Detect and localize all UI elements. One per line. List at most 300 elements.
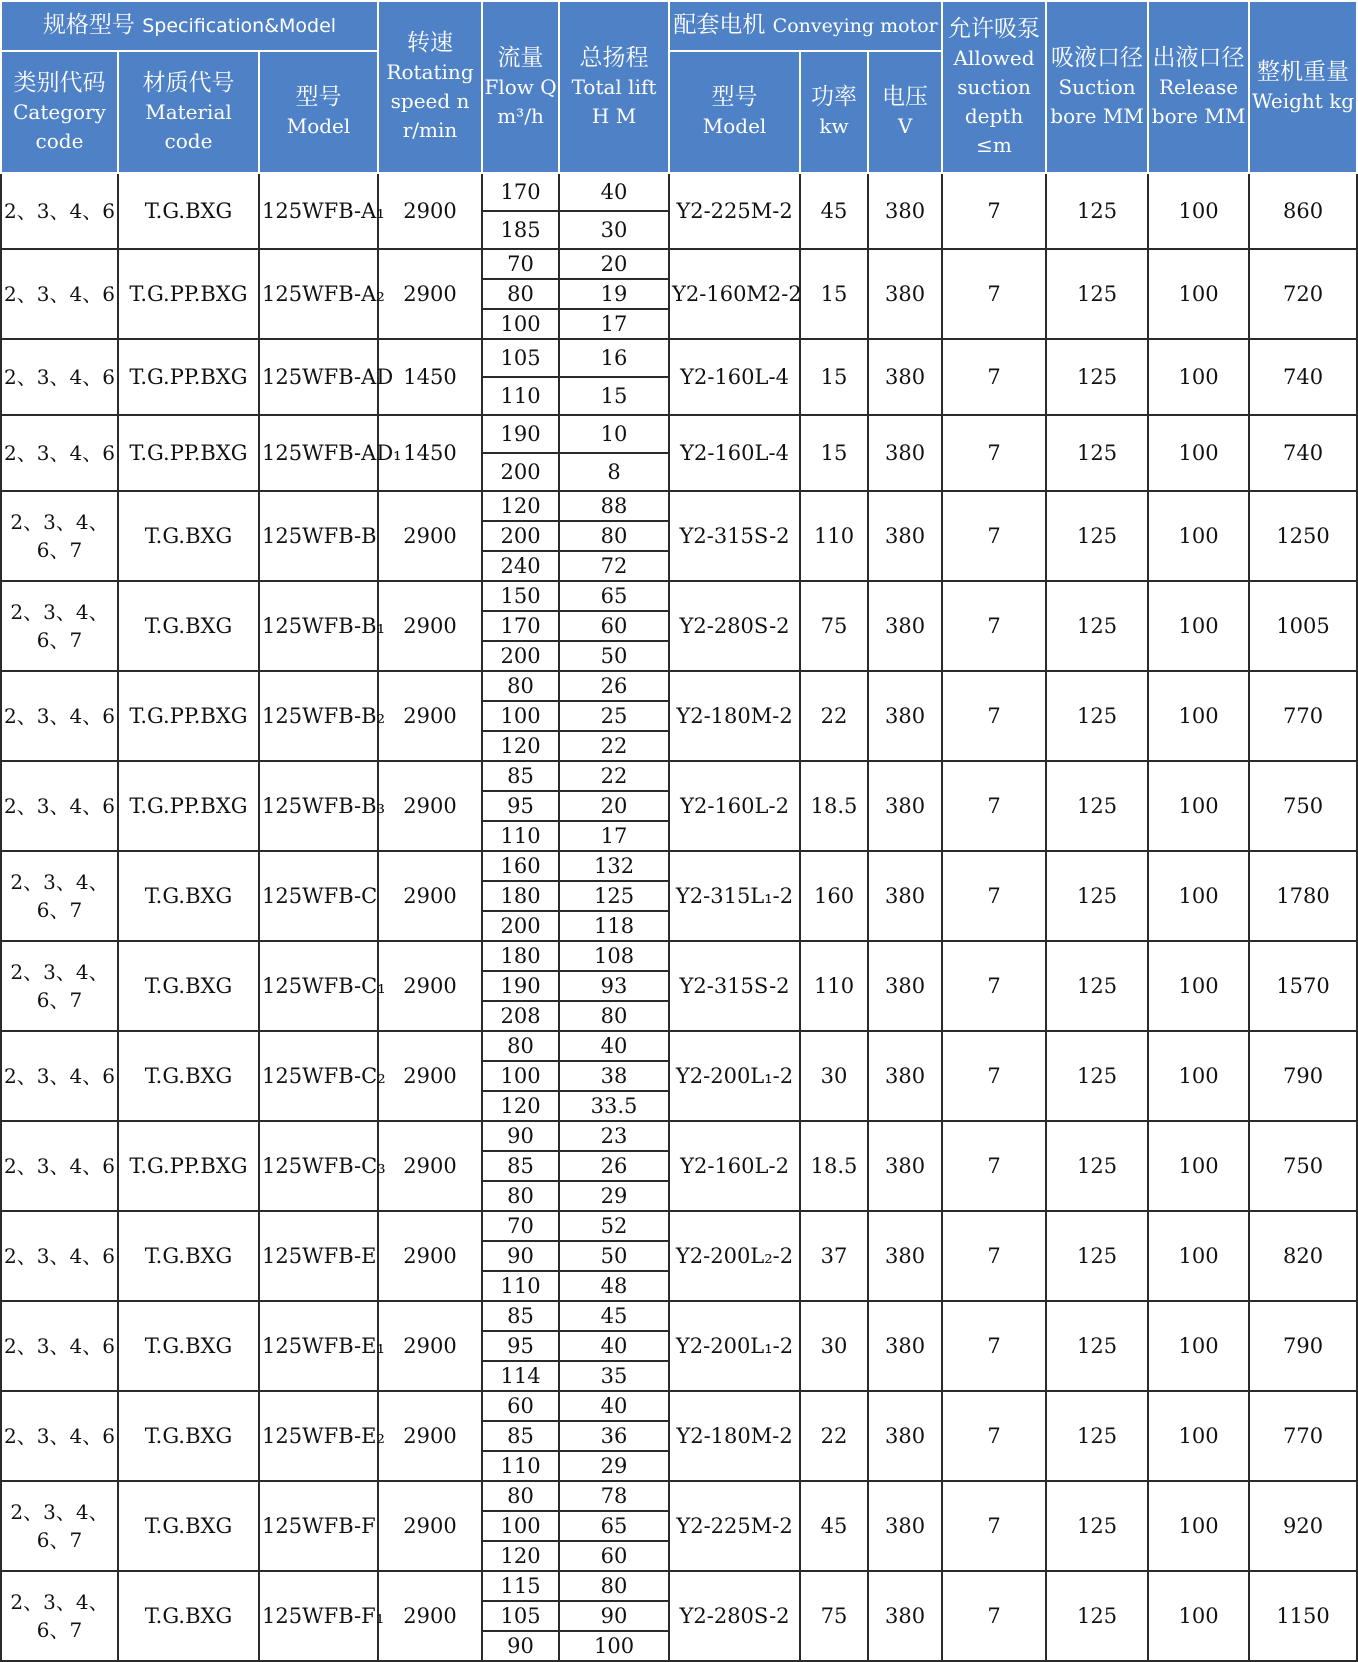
cell-total-lift: 36 — [559, 1421, 669, 1451]
cell-voltage: 380 — [868, 1031, 942, 1121]
cell-release-bore: 100 — [1148, 1571, 1249, 1661]
cell-category: 2、3、4、6 — [1, 1391, 118, 1481]
cell-speed: 2900 — [378, 1391, 482, 1481]
header-motor-model: 型号 Model — [669, 51, 800, 173]
cell-motor: Y2-225M-2 — [669, 1481, 800, 1571]
cell-voltage: 380 — [868, 761, 942, 851]
cell-category: 2、3、4、6 — [1, 415, 118, 491]
cell-power: 110 — [800, 491, 868, 581]
cell-suction-bore: 125 — [1046, 1121, 1148, 1211]
table-row — [1, 851, 1357, 881]
cell-total-lift: 50 — [559, 1241, 669, 1271]
cell-voltage: 380 — [868, 1121, 942, 1211]
cell-total-lift: 65 — [559, 1511, 669, 1541]
cell-material: T.G.PP.BXG — [118, 339, 259, 415]
cell-category: 2、3、4、6 — [1, 1301, 118, 1391]
table-row — [1, 1211, 1357, 1241]
cell-motor: Y2-280S-2 — [669, 1571, 800, 1661]
cell-suction-bore: 125 — [1046, 941, 1148, 1031]
spec-table-body — [1, 173, 1357, 1661]
cell-voltage: 380 — [868, 1301, 942, 1391]
cell-total-lift: 19 — [559, 279, 669, 309]
cell-total-lift: 40 — [559, 1391, 669, 1421]
cell-material: T.G.BXG — [118, 581, 259, 671]
cell-weight: 1250 — [1249, 491, 1357, 581]
cell-material: T.G.BXG — [118, 941, 259, 1031]
cell-total-lift: 100 — [559, 1631, 669, 1661]
cell-flow: 70 — [482, 1211, 559, 1241]
cell-suction-depth: 7 — [942, 1391, 1046, 1481]
cell-model: 125WFB-C — [259, 851, 378, 941]
cell-suction-depth: 7 — [942, 173, 1046, 249]
cell-power: 22 — [800, 1391, 868, 1481]
cell-flow: 110 — [482, 1451, 559, 1481]
cell-release-bore: 100 — [1148, 491, 1249, 581]
cell-model: 125WFB-F₁ — [259, 1571, 378, 1661]
cell-total-lift: 33.5 — [559, 1091, 669, 1121]
cell-flow: 80 — [482, 671, 559, 701]
cell-flow: 170 — [482, 173, 559, 211]
cell-motor: Y2-225M-2 — [669, 173, 800, 249]
cell-total-lift: 108 — [559, 941, 669, 971]
cell-flow: 120 — [482, 1541, 559, 1571]
cell-flow: 105 — [482, 339, 559, 377]
cell-suction-bore: 125 — [1046, 415, 1148, 491]
cell-power: 30 — [800, 1031, 868, 1121]
cell-weight: 820 — [1249, 1211, 1357, 1301]
table-row — [1, 581, 1357, 611]
cell-suction-depth: 7 — [942, 1121, 1046, 1211]
cell-material: T.G.PP.BXG — [118, 415, 259, 491]
cell-flow: 185 — [482, 211, 559, 249]
cell-suction-depth: 7 — [942, 1301, 1046, 1391]
cell-model: 125WFB-B₃ — [259, 761, 378, 851]
cell-weight: 770 — [1249, 671, 1357, 761]
cell-flow: 180 — [482, 941, 559, 971]
cell-suction-bore: 125 — [1046, 339, 1148, 415]
header-total-lift: 总扬程 Total lift H M — [559, 1, 669, 173]
cell-voltage: 380 — [868, 1391, 942, 1481]
table-row — [1, 1121, 1357, 1151]
cell-suction-depth: 7 — [942, 1211, 1046, 1301]
cell-motor: Y2-180M-2 — [669, 1391, 800, 1481]
cell-motor: Y2-200L₁-2 — [669, 1301, 800, 1391]
cell-total-lift: 48 — [559, 1271, 669, 1301]
cell-suction-depth: 7 — [942, 851, 1046, 941]
cell-voltage: 380 — [868, 249, 942, 339]
cell-motor: Y2-180M-2 — [669, 671, 800, 761]
header-row-groups — [1, 1, 1357, 51]
cell-total-lift: 90 — [559, 1601, 669, 1631]
cell-flow: 80 — [482, 1481, 559, 1511]
cell-model: 125WFB-E — [259, 1211, 378, 1301]
cell-total-lift: 16 — [559, 339, 669, 377]
cell-flow: 115 — [482, 1571, 559, 1601]
cell-flow: 160 — [482, 851, 559, 881]
cell-weight: 920 — [1249, 1481, 1357, 1571]
cell-material: T.G.BXG — [118, 1031, 259, 1121]
cell-voltage: 380 — [868, 581, 942, 671]
cell-material: T.G.PP.BXG — [118, 1121, 259, 1211]
cell-speed: 1450 — [378, 339, 482, 415]
cell-weight: 770 — [1249, 1391, 1357, 1481]
table-row — [1, 415, 1357, 453]
cell-total-lift: 80 — [559, 1001, 669, 1031]
cell-release-bore: 100 — [1148, 761, 1249, 851]
cell-release-bore: 100 — [1148, 1391, 1249, 1481]
cell-flow: 200 — [482, 641, 559, 671]
cell-speed: 2900 — [378, 941, 482, 1031]
cell-total-lift: 65 — [559, 581, 669, 611]
cell-power: 75 — [800, 581, 868, 671]
cell-weight: 740 — [1249, 339, 1357, 415]
cell-material: T.G.BXG — [118, 1301, 259, 1391]
header-speed: 转速 Rotating speed n r/min — [378, 1, 482, 173]
cell-total-lift: 118 — [559, 911, 669, 941]
cell-suction-depth: 7 — [942, 1481, 1046, 1571]
header-power: 功率 kw — [800, 51, 868, 173]
cell-release-bore: 100 — [1148, 173, 1249, 249]
cell-flow: 80 — [482, 1031, 559, 1061]
cell-total-lift: 60 — [559, 611, 669, 641]
header-flow: 流量 Flow Q m³/h — [482, 1, 559, 173]
cell-material: T.G.BXG — [118, 1571, 259, 1661]
cell-flow: 80 — [482, 279, 559, 309]
cell-total-lift: 50 — [559, 641, 669, 671]
cell-model: 125WFB-B — [259, 491, 378, 581]
table-row — [1, 1571, 1357, 1601]
cell-material: T.G.BXG — [118, 851, 259, 941]
cell-weight: 720 — [1249, 249, 1357, 339]
cell-model: 125WFB-AD — [259, 339, 378, 415]
header-release-bore: 出液口径 Release bore MM — [1148, 1, 1249, 173]
cell-total-lift: 132 — [559, 851, 669, 881]
cell-flow: 100 — [482, 1511, 559, 1541]
cell-total-lift: 60 — [559, 1541, 669, 1571]
cell-suction-bore: 125 — [1046, 1571, 1148, 1661]
cell-motor: Y2-315L₁-2 — [669, 851, 800, 941]
table-row — [1, 173, 1357, 211]
cell-weight: 1005 — [1249, 581, 1357, 671]
cell-motor: Y2-280S-2 — [669, 581, 800, 671]
cell-model: 125WFB-A₂ — [259, 249, 378, 339]
cell-voltage: 380 — [868, 671, 942, 761]
cell-total-lift: 80 — [559, 1571, 669, 1601]
cell-model: 125WFB-A₁ — [259, 173, 378, 249]
table-row — [1, 1481, 1357, 1511]
cell-material: T.G.PP.BXG — [118, 671, 259, 761]
cell-flow: 85 — [482, 761, 559, 791]
cell-total-lift: 26 — [559, 1151, 669, 1181]
cell-flow: 200 — [482, 911, 559, 941]
cell-total-lift: 15 — [559, 377, 669, 415]
cell-category: 2、3、4、6、7 — [1, 581, 118, 671]
cell-release-bore: 100 — [1148, 249, 1249, 339]
cell-model: 125WFB-C₁ — [259, 941, 378, 1031]
table-row — [1, 761, 1357, 791]
header-spec-model: 规格型号 Specification&Model — [1, 1, 378, 51]
cell-weight: 750 — [1249, 1121, 1357, 1211]
cell-total-lift: 29 — [559, 1451, 669, 1481]
cell-flow: 180 — [482, 881, 559, 911]
cell-voltage: 380 — [868, 851, 942, 941]
cell-release-bore: 100 — [1148, 1211, 1249, 1301]
cell-weight: 860 — [1249, 173, 1357, 249]
cell-speed: 1450 — [378, 415, 482, 491]
header-suction-depth: 允许吸泵 Allowed suction depth ≤m — [942, 1, 1046, 173]
cell-speed: 2900 — [378, 1031, 482, 1121]
cell-voltage: 380 — [868, 415, 942, 491]
cell-motor: Y2-315S-2 — [669, 491, 800, 581]
cell-suction-bore: 125 — [1046, 1031, 1148, 1121]
cell-model: 125WFB-AD₁ — [259, 415, 378, 491]
cell-flow: 120 — [482, 1091, 559, 1121]
cell-flow: 170 — [482, 611, 559, 641]
cell-suction-depth: 7 — [942, 339, 1046, 415]
cell-release-bore: 100 — [1148, 581, 1249, 671]
cell-flow: 85 — [482, 1421, 559, 1451]
cell-total-lift: 8 — [559, 453, 669, 491]
cell-total-lift: 88 — [559, 491, 669, 521]
cell-weight: 1780 — [1249, 851, 1357, 941]
cell-category: 2、3、4、6、7 — [1, 491, 118, 581]
cell-flow: 114 — [482, 1361, 559, 1391]
cell-suction-bore: 125 — [1046, 491, 1148, 581]
cell-power: 75 — [800, 1571, 868, 1661]
cell-speed: 2900 — [378, 1211, 482, 1301]
cell-power: 15 — [800, 415, 868, 491]
cell-suction-bore: 125 — [1046, 1301, 1148, 1391]
cell-model: 125WFB-B₁ — [259, 581, 378, 671]
cell-total-lift: 72 — [559, 551, 669, 581]
cell-flow: 110 — [482, 1271, 559, 1301]
cell-total-lift: 40 — [559, 1331, 669, 1361]
cell-total-lift: 45 — [559, 1301, 669, 1331]
cell-release-bore: 100 — [1148, 1031, 1249, 1121]
cell-total-lift: 10 — [559, 415, 669, 453]
cell-release-bore: 100 — [1148, 415, 1249, 491]
cell-suction-bore: 125 — [1046, 249, 1148, 339]
cell-flow: 85 — [482, 1301, 559, 1331]
cell-motor: Y2-200L₂-2 — [669, 1211, 800, 1301]
cell-release-bore: 100 — [1148, 1481, 1249, 1571]
cell-total-lift: 17 — [559, 821, 669, 851]
cell-total-lift: 38 — [559, 1061, 669, 1091]
cell-total-lift: 35 — [559, 1361, 669, 1391]
cell-motor: Y2-160L-4 — [669, 339, 800, 415]
cell-flow: 100 — [482, 309, 559, 339]
cell-motor: Y2-160M2-2 — [669, 249, 800, 339]
table-row — [1, 671, 1357, 701]
table-row — [1, 1031, 1357, 1061]
cell-motor: Y2-160L-4 — [669, 415, 800, 491]
cell-total-lift: 80 — [559, 521, 669, 551]
cell-material: T.G.BXG — [118, 1391, 259, 1481]
cell-total-lift: 93 — [559, 971, 669, 1001]
cell-speed: 2900 — [378, 1301, 482, 1391]
cell-voltage: 380 — [868, 173, 942, 249]
cell-flow: 85 — [482, 1151, 559, 1181]
cell-release-bore: 100 — [1148, 1301, 1249, 1391]
cell-release-bore: 100 — [1148, 671, 1249, 761]
table-row — [1, 1301, 1357, 1331]
cell-flow: 100 — [482, 1061, 559, 1091]
cell-flow: 105 — [482, 1601, 559, 1631]
cell-material: T.G.PP.BXG — [118, 761, 259, 851]
cell-suction-bore: 125 — [1046, 581, 1148, 671]
cell-release-bore: 100 — [1148, 851, 1249, 941]
cell-total-lift: 29 — [559, 1181, 669, 1211]
cell-total-lift: 25 — [559, 701, 669, 731]
cell-category: 2、3、4、6、7 — [1, 851, 118, 941]
cell-total-lift: 52 — [559, 1211, 669, 1241]
cell-total-lift: 26 — [559, 671, 669, 701]
cell-material: T.G.BXG — [118, 173, 259, 249]
cell-flow: 80 — [482, 1181, 559, 1211]
table-row — [1, 941, 1357, 971]
cell-speed: 2900 — [378, 491, 482, 581]
cell-power: 15 — [800, 249, 868, 339]
cell-release-bore: 100 — [1148, 339, 1249, 415]
cell-suction-depth: 7 — [942, 761, 1046, 851]
cell-flow: 110 — [482, 821, 559, 851]
cell-power: 45 — [800, 1481, 868, 1571]
cell-speed: 2900 — [378, 1121, 482, 1211]
cell-model: 125WFB-B₂ — [259, 671, 378, 761]
cell-total-lift: 125 — [559, 881, 669, 911]
cell-power: 15 — [800, 339, 868, 415]
cell-voltage: 380 — [868, 1481, 942, 1571]
cell-suction-bore: 125 — [1046, 851, 1148, 941]
cell-flow: 200 — [482, 521, 559, 551]
cell-speed: 2900 — [378, 581, 482, 671]
cell-model: 125WFB-F — [259, 1481, 378, 1571]
cell-total-lift: 20 — [559, 249, 669, 279]
cell-total-lift: 78 — [559, 1481, 669, 1511]
cell-flow: 95 — [482, 791, 559, 821]
cell-power: 37 — [800, 1211, 868, 1301]
cell-weight: 790 — [1249, 1031, 1357, 1121]
cell-material: T.G.PP.BXG — [118, 249, 259, 339]
cell-release-bore: 100 — [1148, 941, 1249, 1031]
cell-flow: 190 — [482, 415, 559, 453]
cell-release-bore: 100 — [1148, 1121, 1249, 1211]
cell-category: 2、3、4、6 — [1, 761, 118, 851]
cell-flow: 60 — [482, 1391, 559, 1421]
cell-speed: 2900 — [378, 761, 482, 851]
cell-flow: 190 — [482, 971, 559, 1001]
cell-speed: 2900 — [378, 173, 482, 249]
table-row — [1, 491, 1357, 521]
cell-category: 2、3、4、6 — [1, 339, 118, 415]
cell-flow: 90 — [482, 1631, 559, 1661]
cell-category: 2、3、4、6、7 — [1, 941, 118, 1031]
cell-total-lift: 22 — [559, 731, 669, 761]
table-row — [1, 1391, 1357, 1421]
cell-flow: 200 — [482, 453, 559, 491]
cell-suction-depth: 7 — [942, 941, 1046, 1031]
cell-weight: 1150 — [1249, 1571, 1357, 1661]
header-suction-bore: 吸液口径 Suction bore MM — [1046, 1, 1148, 173]
cell-power: 30 — [800, 1301, 868, 1391]
cell-suction-depth: 7 — [942, 1031, 1046, 1121]
cell-model: 125WFB-C₃ — [259, 1121, 378, 1211]
table-row — [1, 249, 1357, 279]
header-motor-group: 配套电机 Conveying motor — [669, 1, 942, 51]
cell-flow: 90 — [482, 1241, 559, 1271]
cell-speed: 2900 — [378, 671, 482, 761]
cell-flow: 120 — [482, 731, 559, 761]
cell-model: 125WFB-E₁ — [259, 1301, 378, 1391]
cell-material: T.G.BXG — [118, 1481, 259, 1571]
cell-total-lift: 22 — [559, 761, 669, 791]
cell-suction-bore: 125 — [1046, 1391, 1148, 1481]
cell-power: 18.5 — [800, 761, 868, 851]
cell-flow: 100 — [482, 701, 559, 731]
cell-power: 45 — [800, 173, 868, 249]
cell-suction-depth: 7 — [942, 1571, 1046, 1661]
cell-flow: 95 — [482, 1331, 559, 1361]
cell-suction-depth: 7 — [942, 415, 1046, 491]
cell-flow: 240 — [482, 551, 559, 581]
cell-category: 2、3、4、6 — [1, 1211, 118, 1301]
cell-suction-bore: 125 — [1046, 671, 1148, 761]
cell-flow: 120 — [482, 491, 559, 521]
cell-material: T.G.BXG — [118, 491, 259, 581]
cell-weight: 750 — [1249, 761, 1357, 851]
cell-category: 2、3、4、6 — [1, 173, 118, 249]
cell-category: 2、3、4、6、7 — [1, 1481, 118, 1571]
cell-total-lift: 40 — [559, 173, 669, 211]
cell-model: 125WFB-E₂ — [259, 1391, 378, 1481]
cell-suction-bore: 125 — [1046, 1211, 1148, 1301]
cell-motor: Y2-315S-2 — [669, 941, 800, 1031]
cell-flow: 208 — [482, 1001, 559, 1031]
cell-voltage: 380 — [868, 491, 942, 581]
cell-weight: 740 — [1249, 415, 1357, 491]
cell-category: 2、3、4、6 — [1, 1031, 118, 1121]
cell-category: 2、3、4、6 — [1, 249, 118, 339]
cell-total-lift: 17 — [559, 309, 669, 339]
cell-speed: 2900 — [378, 851, 482, 941]
cell-category: 2、3、4、6、7 — [1, 1571, 118, 1661]
cell-power: 18.5 — [800, 1121, 868, 1211]
cell-total-lift: 23 — [559, 1121, 669, 1151]
cell-suction-depth: 7 — [942, 491, 1046, 581]
cell-voltage: 380 — [868, 1211, 942, 1301]
cell-material: T.G.BXG — [118, 1211, 259, 1301]
cell-speed: 2900 — [378, 249, 482, 339]
cell-motor: Y2-160L-2 — [669, 1121, 800, 1211]
table-row — [1, 339, 1357, 377]
cell-suction-depth: 7 — [942, 671, 1046, 761]
cell-speed: 2900 — [378, 1571, 482, 1661]
cell-power: 110 — [800, 941, 868, 1031]
cell-model: 125WFB-C₂ — [259, 1031, 378, 1121]
header-category: 类别代码 Category code — [1, 51, 118, 173]
cell-suction-depth: 7 — [942, 249, 1046, 339]
cell-weight: 1570 — [1249, 941, 1357, 1031]
cell-power: 160 — [800, 851, 868, 941]
cell-suction-bore: 125 — [1046, 173, 1148, 249]
cell-flow: 150 — [482, 581, 559, 611]
header-weight: 整机重量 Weight kg — [1249, 1, 1357, 173]
cell-voltage: 380 — [868, 339, 942, 415]
cell-motor: Y2-160L-2 — [669, 761, 800, 851]
cell-flow: 90 — [482, 1121, 559, 1151]
cell-category: 2、3、4、6 — [1, 671, 118, 761]
cell-power: 22 — [800, 671, 868, 761]
